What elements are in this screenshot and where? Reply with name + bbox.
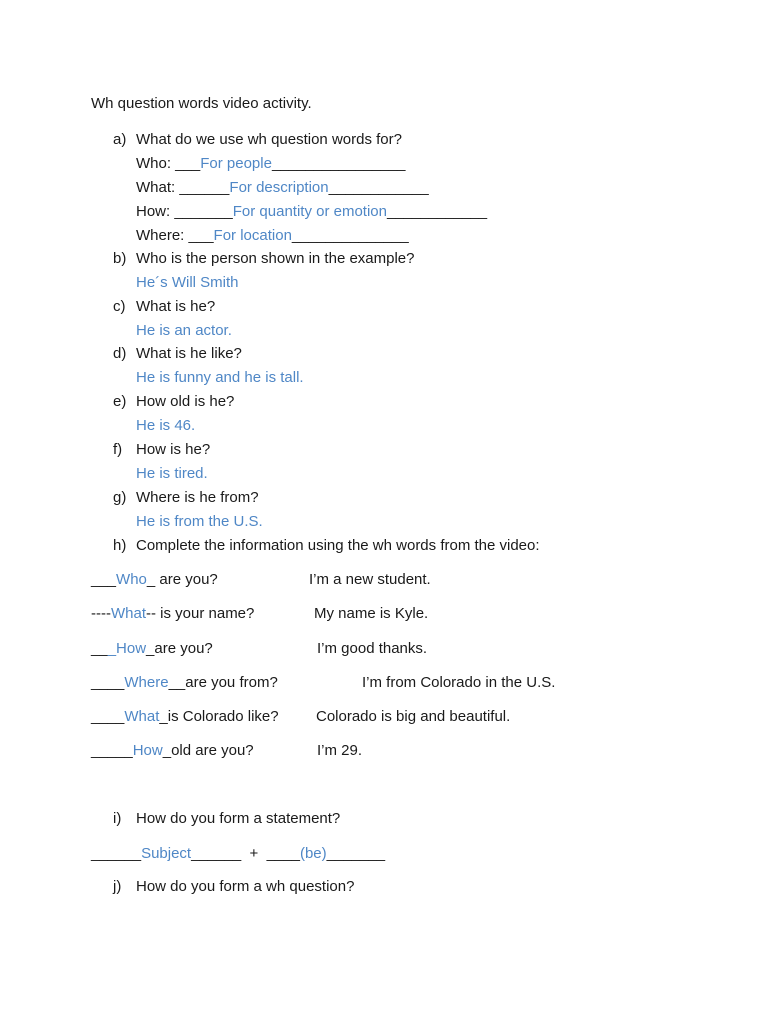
worksheet-title: Wh question words video activity.: [91, 95, 312, 112]
blank-pre: ____: [91, 708, 125, 725]
marker-d: d): [113, 345, 127, 362]
blank-pre: ___: [91, 571, 117, 588]
blank-pre: _____: [91, 742, 133, 759]
marker-a: a): [113, 131, 127, 148]
row-label: Where: ___: [136, 227, 214, 244]
blank-pre: __: [91, 640, 108, 657]
fill-row-1: [91, 571, 218, 589]
blank-post: _are you?: [146, 640, 213, 657]
answer-row-where: [136, 227, 409, 245]
answer-row-what: [136, 179, 429, 197]
question-i: How do you form a statement?: [136, 810, 341, 827]
marker-g: g): [113, 489, 127, 506]
blank-pre: ______: [91, 845, 142, 862]
answer-row-how: [136, 203, 487, 221]
row-answer: For description: [229, 179, 329, 196]
question-c: What is he?: [136, 298, 216, 315]
wh-word: What: [124, 708, 160, 725]
fill-row-2: [91, 605, 254, 623]
marker-b: b): [113, 250, 127, 267]
blank-pre: ----: [91, 605, 111, 622]
wh-word: What: [110, 605, 146, 622]
blank-post: -- is your name?: [146, 605, 255, 622]
formula-subject: Subject: [141, 845, 192, 862]
blank-post: _old are you?: [162, 742, 254, 759]
blank-post: _______: [326, 845, 386, 862]
marker-h: h): [113, 537, 127, 554]
row-trail: ________________: [271, 155, 406, 172]
row-label: How: _______: [136, 203, 233, 220]
row-answer: For location: [213, 227, 292, 244]
reply-6: I’m 29.: [317, 742, 363, 759]
marker-i: i): [113, 810, 122, 827]
marker-f: f): [113, 441, 123, 458]
question-e: How old is he?: [136, 393, 235, 410]
marker-j: j): [113, 878, 122, 895]
question-g: Where is he from?: [136, 489, 259, 506]
row-trail: ______________: [291, 227, 409, 244]
row-label: Who: ___: [136, 155, 201, 172]
fill-row-6: [91, 742, 254, 760]
blank-pre: ____: [91, 674, 125, 691]
fill-row-4: [91, 674, 278, 692]
reply-4: I’m from Colorado in the U.S.: [362, 674, 556, 691]
answer-f: He is tired.: [136, 465, 208, 482]
blank-post: __are you from?: [168, 674, 278, 691]
statement-formula: [91, 845, 385, 863]
wh-word: Who: [116, 571, 147, 588]
answer-c: He is an actor.: [136, 322, 232, 339]
reply-1: I’m a new student.: [309, 571, 431, 588]
answer-b: He´s Will Smith: [136, 274, 239, 291]
reply-5: Colorado is big and beautiful.: [316, 708, 511, 725]
answer-e: He is 46.: [136, 417, 196, 434]
wh-word: Where: [124, 674, 169, 691]
wh-word: How: [132, 742, 163, 759]
wh-word: _How: [107, 640, 147, 657]
question-d: What is he like?: [136, 345, 242, 362]
formula-be: (be): [299, 845, 327, 862]
formula-plus: ______ + ____: [191, 845, 300, 862]
question-h: Complete the information using the wh words from the video:: [136, 537, 540, 554]
fill-row-5: [91, 708, 279, 726]
blank-post: _ are you?: [146, 571, 218, 588]
row-answer: For quantity or emotion: [232, 203, 387, 220]
fill-row-3: [91, 640, 213, 658]
row-answer: For people: [200, 155, 272, 172]
question-j: How do you form a wh question?: [136, 878, 355, 895]
question-b: Who is the person shown in the example?: [136, 250, 415, 267]
row-label: What: ______: [136, 179, 230, 196]
question-f: How is he?: [136, 441, 211, 458]
question-a: What do we use wh question words for?: [136, 131, 402, 148]
answer-g: He is from the U.S.: [136, 513, 263, 530]
row-trail: ____________: [387, 203, 488, 220]
reply-3: I’m good thanks.: [317, 640, 428, 657]
blank-post: _is Colorado like?: [159, 708, 279, 725]
marker-e: e): [113, 393, 127, 410]
reply-2: My name is Kyle.: [314, 605, 429, 622]
answer-row-who: [136, 155, 405, 173]
row-trail: ____________: [328, 179, 429, 196]
marker-c: c): [113, 298, 126, 315]
answer-d: He is funny and he is tall.: [136, 369, 304, 386]
